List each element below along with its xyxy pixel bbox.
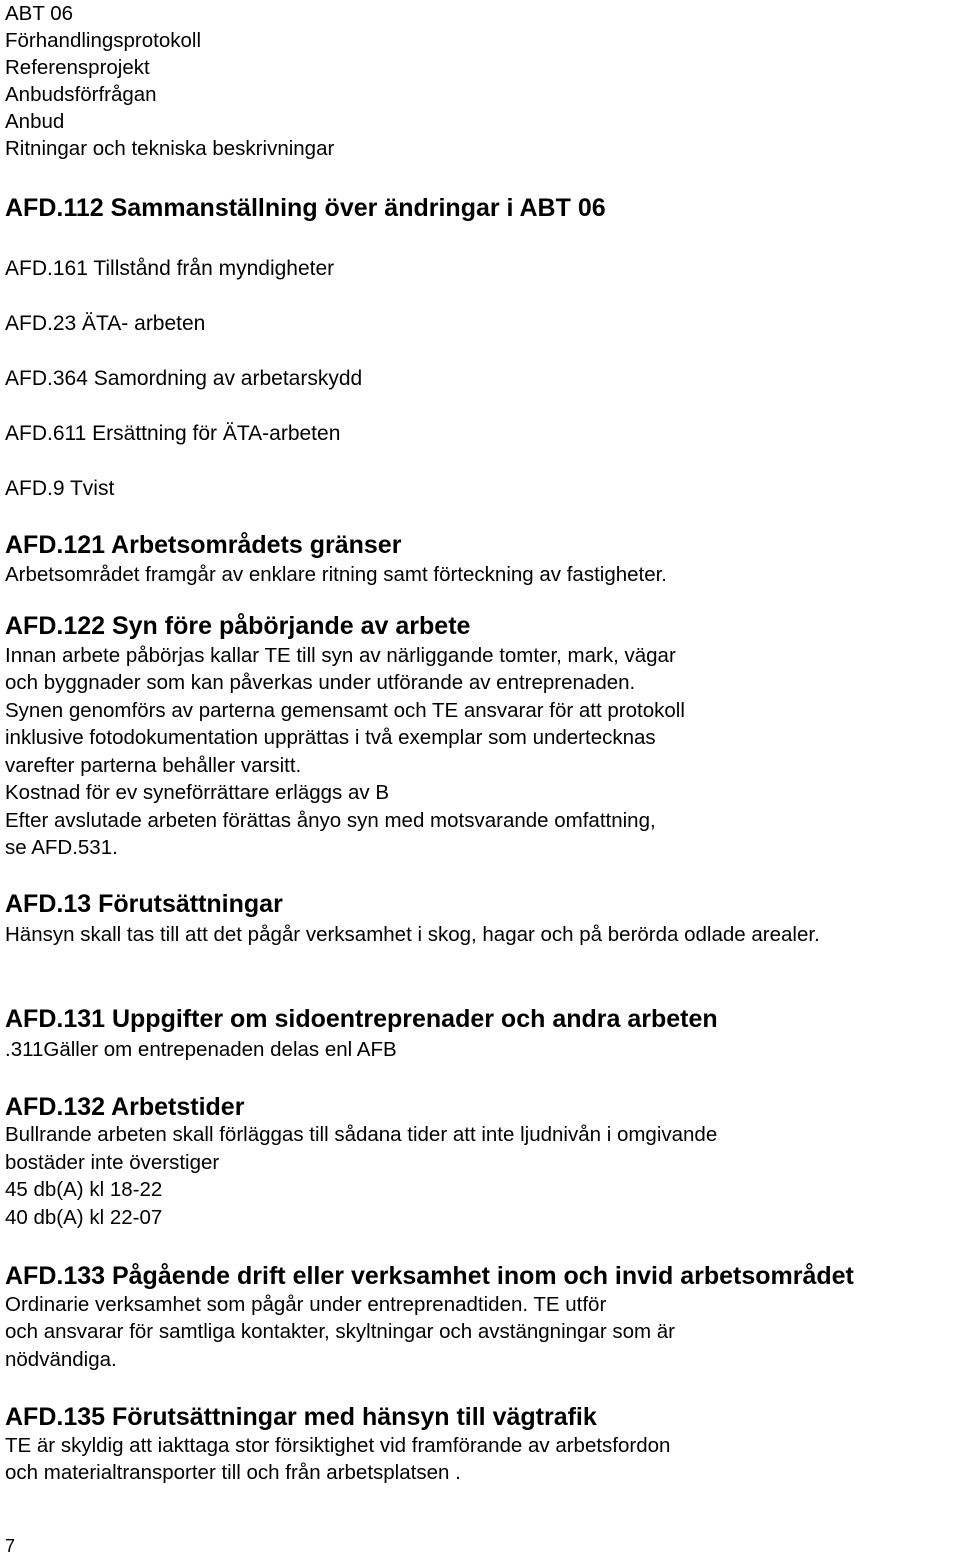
intro-item: Anbud [5,110,65,133]
section-heading: AFD.611 Ersättning för ÄTA-arbeten [5,422,341,445]
body-line: Synen genomförs av parterna gemensamt och TE ansvarar för att protokoll [5,699,685,722]
body-line: TE är skyldig att iakttaga stor försiktighet vid framförande av arbetsfordon [5,1434,671,1457]
body-line: varefter parterna behåller varsitt. [5,754,302,777]
body-line: nödvändiga. [5,1348,117,1371]
body-line: Ordinarie verksamhet som pågår under entreprenadtiden. TE utför [5,1293,607,1316]
page-number: 7 [5,1536,16,1556]
body-line: Efter avslutade arbeten förättas ånyo syn med motsvarande omfattning, [5,809,656,832]
section-heading: AFD.161 Tillstånd från myndigheter [5,257,335,280]
section-heading: AFD.131 Uppgifter om sidoentreprenader och andra arbeten [5,1005,718,1033]
section-heading: AFD.121 Arbetsområdets gränser [5,531,402,559]
body-line: Kostnad för ev syneförrättare erläggs av B [5,781,390,804]
section-heading: AFD.13 Förutsättningar [5,890,283,918]
body-line: och ansvarar för samtliga kontakter, skyltningar och avstängningar som är [5,1320,675,1343]
body-line: Arbetsområdet framgår av enklare ritning samt förteckning av fastigheter. [5,563,668,586]
intro-item: Ritningar och tekniska beskrivningar [5,137,335,160]
section-heading: AFD.23 ÄTA- arbeten [5,312,206,335]
body-line: Bullrande arbeten skall förläggas till sådana tider att inte ljudnivån i omgivande [5,1123,718,1146]
body-line: se AFD.531. [5,836,118,859]
section-heading: AFD.112 Sammanställning över ändringar i ABT 06 [5,194,606,222]
body-line: Hänsyn skall tas till att det pågår verksamhet i skog, hagar och på berörda odlade arealer. [5,923,820,946]
body-line: Innan arbete påbörjas kallar TE till syn av närliggande tomter, mark, vägar [5,644,676,667]
section-heading: AFD.135 Förutsättningar med hänsyn till vägtrafik [5,1403,597,1431]
intro-item: Anbudsförfrågan [5,83,157,106]
body-line: 40 db(A) kl 22-07 [5,1206,163,1229]
intro-item: Referensprojekt [5,56,150,79]
section-heading: AFD.132 Arbetstider [5,1093,245,1121]
body-line: .311Gäller om entrepenaden delas enl AFB [5,1038,397,1061]
body-line: 45 db(A) kl 18-22 [5,1178,163,1201]
section-heading: AFD.122 Syn före påbörjande av arbete [5,612,471,640]
section-heading: AFD.364 Samordning av arbetarskydd [5,367,363,390]
body-line: och byggnader som kan påverkas under utförande av entreprenaden. [5,671,636,694]
intro-item: ABT 06 [5,2,73,25]
body-line: och materialtransporter till och från arbetsplatsen . [5,1461,461,1484]
body-line: bostäder inte överstiger [5,1151,220,1174]
body-line: inklusive fotodokumentation upprättas i två exemplar som undertecknas [5,726,656,749]
intro-item: Förhandlingsprotokoll [5,29,202,52]
section-heading: AFD.9 Tvist [5,477,115,500]
section-heading: AFD.133 Pågående drift eller verksamhet inom och invid arbetsområdet [5,1262,854,1290]
